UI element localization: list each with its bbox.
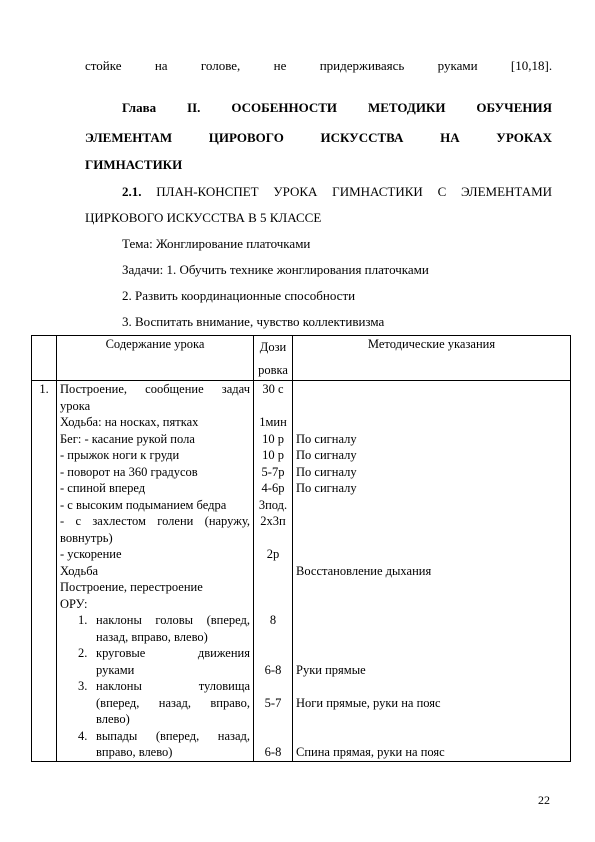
dose-value: 10 р xyxy=(262,448,284,462)
content-line: - ускорение xyxy=(60,547,122,561)
header-num-cell xyxy=(32,336,57,381)
content-line: вовнутрь) xyxy=(60,530,113,545)
dose-value: 30 с xyxy=(262,382,284,396)
word: голове, xyxy=(200,58,241,73)
word: [10,18]. xyxy=(510,58,553,73)
word: не xyxy=(273,58,287,73)
header-dose-line-2: ровка xyxy=(258,362,288,377)
content-line: ОРУ: xyxy=(60,596,88,611)
word: ЦИРОВОГО xyxy=(208,130,284,145)
list-item-line: вправо, влево) xyxy=(96,745,173,759)
word: МЕТОДИКИ xyxy=(367,100,446,115)
lesson-theme: Тема: Жонглирование платочками xyxy=(122,236,311,251)
list-item-line: (вперед, назад, вправо, xyxy=(96,695,250,710)
header-dose-line-1: Дози xyxy=(259,340,287,354)
dose-cell xyxy=(254,381,293,762)
list-item-line: руками xyxy=(96,662,135,677)
oru-item-4 xyxy=(60,728,250,761)
lesson-task-2: 2. Развить координационные способности xyxy=(122,288,356,303)
oru-item-3 xyxy=(60,678,250,728)
dose-value: 2р xyxy=(266,547,280,561)
word: УРОКА xyxy=(273,184,318,199)
dose-value: 6-8 xyxy=(264,662,282,677)
content-line: Бег: - касание рукой пола xyxy=(60,431,195,446)
list-marker: 3. xyxy=(78,679,88,693)
note-text: По сигналу xyxy=(296,431,357,446)
content-line: - спиной вперед xyxy=(60,481,146,495)
body-text-top-line xyxy=(85,58,552,74)
lesson-plan-table xyxy=(31,335,571,762)
content-line: Ходьба xyxy=(60,563,99,578)
dose-value: 6-8 xyxy=(264,745,282,759)
lesson-task-3: 3. Воспитать внимание, чувство коллективизма xyxy=(122,314,385,329)
content-line: - поворот на 360 градусов xyxy=(60,464,198,479)
dose-value: 10 р xyxy=(262,431,284,446)
content-line: - с захлестом голени (наружу, xyxy=(60,514,250,528)
dose-value: 5-7 xyxy=(264,695,282,710)
dose-value: 2х3п xyxy=(260,514,286,528)
chapter-heading-line-1 xyxy=(122,100,552,116)
dose-value: 8 xyxy=(269,613,277,627)
word: Глава xyxy=(122,100,157,115)
word: II. xyxy=(187,100,201,115)
note-text: Ноги прямые, руки на пояс xyxy=(296,695,441,710)
list-marker: 4. xyxy=(78,728,88,743)
word: стойке xyxy=(85,58,122,73)
note-text: Руки прямые xyxy=(296,662,366,677)
word: С xyxy=(437,184,447,199)
content-line: - с высоким подыманием бедра xyxy=(60,497,227,512)
header-notes-cell: Методические указания xyxy=(293,336,571,381)
word: НА xyxy=(440,130,460,145)
row-number: 1. xyxy=(32,381,57,762)
content-line: Ходьба: на носках, пятках xyxy=(60,415,199,429)
word: УРОКАХ xyxy=(496,130,553,145)
dose-value: 5-7р xyxy=(261,464,285,479)
note-text: По сигналу xyxy=(296,481,357,495)
section-heading-line-2: ЦИРКОВОГО ИСКУССТВА В 5 КЛАССЕ xyxy=(85,210,322,225)
content-line: Построение, перестроение xyxy=(60,580,203,594)
list-item-line: круговые движения xyxy=(96,646,250,660)
header-content-cell: Содержание урока xyxy=(57,336,254,381)
content-cell xyxy=(57,381,254,762)
word: на xyxy=(154,58,168,73)
word: ОБУЧЕНИЯ xyxy=(476,100,553,115)
list-item-line: наклоны головы (вперед, xyxy=(96,613,250,627)
list-item-line: назад, вправо, влево) xyxy=(96,629,208,644)
note-text: По сигналу xyxy=(296,448,357,462)
dose-value: 3под. xyxy=(258,497,288,512)
note-text: Спина прямая, руки на пояс xyxy=(296,745,445,759)
oru-item-2 xyxy=(60,645,250,678)
word: ОСОБЕННОСТИ xyxy=(231,100,338,115)
lesson-task-1: Задачи: 1. Обучить технике жонглирования платочками xyxy=(122,262,429,277)
list-marker: 2. xyxy=(78,646,88,660)
notes-cell xyxy=(293,381,571,762)
list-item-line: влево) xyxy=(96,712,130,726)
note-text: По сигналу xyxy=(296,464,357,479)
word: придерживаясь xyxy=(319,58,405,73)
table-header-row xyxy=(32,336,571,381)
list-item-line: выпады (вперед, назад, xyxy=(96,728,250,743)
word: ЭЛЕМЕНТАМ xyxy=(85,130,173,145)
page-number: 22 xyxy=(538,793,550,807)
chapter-heading-line-3: ГИМНАСТИКИ xyxy=(85,157,183,172)
word: ЭЛЕМЕНТАМИ xyxy=(461,184,553,199)
dose-value: 1мин xyxy=(259,415,287,429)
word: ПЛАН-КОНСПЕТ xyxy=(156,184,259,199)
note-text: Восстановление дыхания xyxy=(296,563,432,578)
content-line: урока xyxy=(60,398,91,413)
word: ГИМНАСТИКИ xyxy=(332,184,423,199)
header-dose-cell xyxy=(254,336,293,381)
list-item-line: наклоны туловища xyxy=(96,679,250,693)
chapter-heading-line-2 xyxy=(85,130,552,146)
content-line: Построение, сообщение задач xyxy=(60,382,250,396)
oru-item-1 xyxy=(60,612,250,645)
word: руками xyxy=(437,58,478,73)
list-marker: 1. xyxy=(78,613,88,627)
table-row xyxy=(32,381,571,762)
dose-value: 4-6р xyxy=(261,481,285,495)
content-line: - прыжок ноги к груди xyxy=(60,448,180,462)
word: ИСКУССТВА xyxy=(320,130,404,145)
section-heading-line-1 xyxy=(122,184,552,200)
section-number: 2.1. xyxy=(122,184,142,199)
